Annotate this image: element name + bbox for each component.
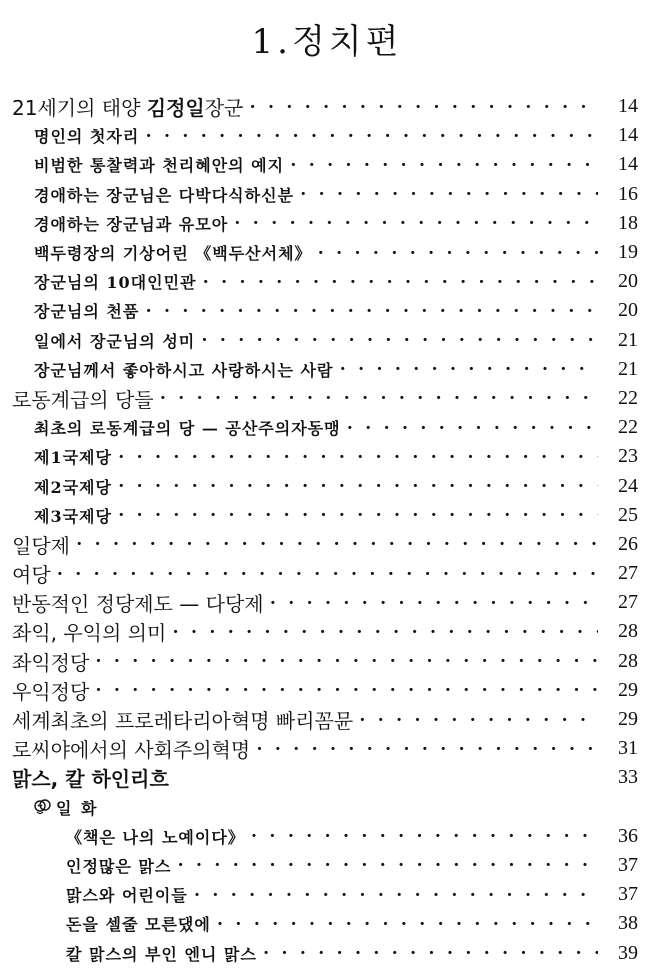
dot-leader xyxy=(249,92,598,121)
anecdote-section-header xyxy=(0,793,654,822)
dot-leader xyxy=(177,851,598,880)
dot-leader xyxy=(234,209,598,238)
toc-entry[interactable] xyxy=(0,909,654,938)
toc-entry-label: 인정많은 맑스 xyxy=(66,854,177,877)
toc-page-number: 24 xyxy=(598,475,654,498)
toc-page-number: 28 xyxy=(598,620,654,643)
toc-entry-label: 장군님의 천품 xyxy=(34,299,145,322)
dot-leader xyxy=(270,588,598,617)
toc-entry[interactable] xyxy=(0,559,654,588)
dot-leader xyxy=(172,617,598,646)
toc-page-number: 22 xyxy=(598,416,654,439)
toc-page-number: 22 xyxy=(598,387,654,410)
toc-entry[interactable] xyxy=(0,267,654,296)
toc-entry[interactable] xyxy=(0,763,654,792)
toc-page-number: 37 xyxy=(598,854,654,877)
toc-entry-label: 제3국제당 xyxy=(34,504,118,527)
toc-entry-label: 좌익, 우익의 의미 xyxy=(12,617,172,646)
dot-leader xyxy=(290,150,598,179)
toc-page-number: 31 xyxy=(598,737,654,760)
toc-page-number: 39 xyxy=(598,942,654,965)
toc-entry-label: 맑스와 어린이들 xyxy=(66,883,194,906)
dot-leader xyxy=(95,647,598,676)
toc-entry-label: 21세기의 태양 김정일장군 xyxy=(12,92,249,121)
toc-entry-label: 우익정당 xyxy=(12,676,95,705)
toc-entry[interactable] xyxy=(0,588,654,617)
dot-leader xyxy=(202,267,598,296)
toc-page-number: 28 xyxy=(598,650,654,673)
dot-leader xyxy=(339,355,598,384)
toc-page-number: 27 xyxy=(598,562,654,585)
toc-page-number: 20 xyxy=(598,299,654,322)
toc-entry-label: 반동적인 정당제도 — 다당제 xyxy=(12,588,270,617)
toc-entry-label: 로씨야에서의 사회주의혁명 xyxy=(12,734,256,763)
dot-leader xyxy=(95,676,598,705)
dot-leader xyxy=(76,530,598,559)
dot-leader xyxy=(263,938,598,967)
toc-entry-label: 제1국제당 xyxy=(34,445,118,468)
toc-entry-label: 비범한 통찰력과 천리혜안의 예지 xyxy=(34,153,290,176)
toc-page-number: 14 xyxy=(598,153,654,176)
dot-leader xyxy=(160,384,598,413)
toc-page-number: 21 xyxy=(598,329,654,352)
toc-entry[interactable] xyxy=(0,676,654,705)
toc-entry-label: 《책은 나의 노예이다》 xyxy=(66,825,251,848)
dot-leader xyxy=(359,705,598,734)
toc-page-number: 14 xyxy=(598,124,654,147)
toc-entry[interactable] xyxy=(0,471,654,500)
toc-entry[interactable] xyxy=(0,647,654,676)
toc-entry-label: 경애하는 장군님은 다박다식하신분 xyxy=(34,183,300,206)
toc-entry-label: 제2국제당 xyxy=(34,475,118,498)
page-title: 1.정치편 xyxy=(251,22,403,62)
anecdote-section-label: 일 화 xyxy=(56,798,99,818)
toc-entry-label: 일에서 장군님의 성미 xyxy=(34,329,201,352)
toc-entry[interactable] xyxy=(0,209,654,238)
toc-entry-label: 경애하는 장군님과 유모아 xyxy=(34,212,234,235)
dot-leader xyxy=(118,501,598,530)
toc-page-number: 27 xyxy=(598,591,654,614)
toc-entry[interactable] xyxy=(0,384,654,413)
dot-leader xyxy=(217,909,598,938)
table-of-contents xyxy=(0,92,654,968)
toc-entry-label: 로동계급의 당들 xyxy=(12,384,160,413)
toc-entry-label: 명인의 첫자리 xyxy=(34,124,145,147)
anecdote-icon xyxy=(34,799,52,815)
toc-entry[interactable] xyxy=(0,734,654,763)
toc-page-number: 16 xyxy=(598,183,654,206)
toc-entry-label: 장군님께서 좋아하시고 사랑하시는 사람 xyxy=(34,358,339,381)
toc-entry[interactable] xyxy=(0,822,654,851)
toc-entry-label: 세계최초의 프로레타리아혁명 빠리꼼뮨 xyxy=(12,705,359,734)
toc-page-number: 23 xyxy=(598,445,654,468)
toc-entry-label: 백두령장의 기상어린 《백두산서체》 xyxy=(34,241,318,264)
dot-leader xyxy=(256,734,598,763)
toc-page-number: 29 xyxy=(598,679,654,702)
toc-entry-label: 좌익정당 xyxy=(12,647,95,676)
toc-entry-label: 돈을 셀줄 모른댔에 xyxy=(66,912,217,935)
toc-entry[interactable] xyxy=(0,355,654,384)
dot-leader xyxy=(145,121,598,150)
toc-entry[interactable] xyxy=(0,501,654,530)
toc-page-number: 29 xyxy=(598,708,654,731)
toc-entry[interactable] xyxy=(0,851,654,880)
dot-leader xyxy=(194,880,598,909)
toc-entry-label: 칼 맑스의 부인 엔니 맑스 xyxy=(66,942,263,965)
toc-entry[interactable] xyxy=(0,617,654,646)
toc-page-number: 21 xyxy=(598,358,654,381)
toc-entry[interactable] xyxy=(0,238,654,267)
toc-page-number: 26 xyxy=(598,533,654,556)
toc-entry-label: 최초의 로동계급의 당 — 공산주의자동맹 xyxy=(34,416,347,439)
toc-page-number: 38 xyxy=(598,912,654,935)
toc-entry-label: 장군님의 10대인민관 xyxy=(34,270,202,293)
toc-entry[interactable] xyxy=(0,705,654,734)
dot-leader xyxy=(347,413,598,442)
dot-leader xyxy=(57,559,598,588)
toc-entry[interactable] xyxy=(0,92,654,121)
toc-page-number: 33 xyxy=(598,766,654,789)
dot-leader xyxy=(145,296,598,325)
dot-leader xyxy=(318,238,598,267)
toc-entry-label: 여당 xyxy=(12,559,57,588)
dot-leader xyxy=(300,180,598,209)
toc-entry[interactable] xyxy=(0,530,654,559)
toc-entry[interactable] xyxy=(0,150,654,179)
toc-entry-label: 맑스, 칼 하인리흐 xyxy=(12,763,175,792)
toc-page-number: 36 xyxy=(598,825,654,848)
toc-entry[interactable] xyxy=(0,296,654,325)
toc-page-number: 19 xyxy=(598,241,654,264)
toc-page-number: 20 xyxy=(598,270,654,293)
toc-page-number: 18 xyxy=(598,212,654,235)
toc-entry[interactable] xyxy=(0,121,654,150)
toc-entry-label: 일당제 xyxy=(12,530,76,559)
toc-entry[interactable] xyxy=(0,413,654,442)
toc-entry[interactable] xyxy=(0,938,654,967)
toc-entry[interactable] xyxy=(0,880,654,909)
toc-entry[interactable] xyxy=(0,180,654,209)
toc-page-number: 37 xyxy=(598,883,654,906)
toc-page-number: 25 xyxy=(598,504,654,527)
dot-leader xyxy=(118,471,598,500)
dot-leader xyxy=(251,822,598,851)
toc-page-number: 14 xyxy=(598,95,654,118)
toc-entry[interactable] xyxy=(0,326,654,355)
toc-entry[interactable] xyxy=(0,442,654,471)
dot-leader xyxy=(118,442,598,471)
dot-leader xyxy=(201,326,598,355)
